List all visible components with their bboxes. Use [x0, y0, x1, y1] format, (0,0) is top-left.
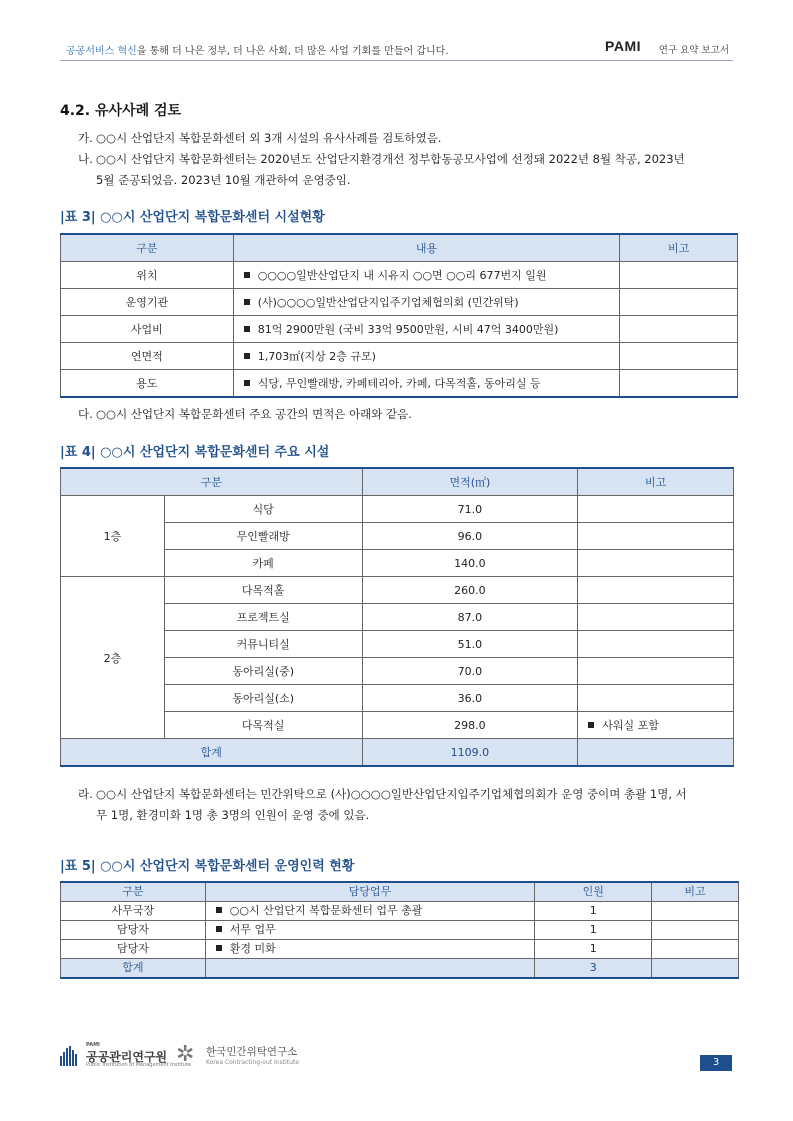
- header-cell: 인원: [535, 882, 652, 902]
- header-cell: 면적(㎡): [362, 468, 578, 496]
- floor-label: 1층: [61, 496, 165, 577]
- header-cell: 구분: [61, 234, 234, 262]
- table-row: 담당자 환경 미화 1: [61, 940, 739, 959]
- facility-status-table: [60, 233, 738, 398]
- table-row: 연면적 1,703㎡(지상 2층 규모): [61, 343, 738, 370]
- table-row: 다목적실 298.0 사워실 포함: [61, 712, 734, 739]
- page-header: [60, 36, 733, 61]
- bullet-icon: [244, 380, 250, 386]
- table-row: 동아리실(중) 70.0: [61, 658, 734, 685]
- total-row: 합계 1109.0: [61, 739, 734, 767]
- main-facilities-table: [60, 467, 734, 767]
- table-row: 위치 ○○○○일반산업단지 내 시유지 ○○면 ○○리 677번지 일원: [61, 262, 738, 289]
- table-row: 사무국장 ○○시 산업단지 복합문화센터 업무 총괄 1: [61, 902, 739, 921]
- table-row: 카페 140.0: [61, 550, 734, 577]
- header-report-title: 연구 요약 보고서: [658, 45, 729, 56]
- header-cell: 담당업무: [205, 882, 535, 902]
- bullet-icon: [588, 722, 594, 728]
- table-row: 사업비 81억 2900만원 (국비 33억 9500만원, 시비 47억 3400만원): [61, 316, 738, 343]
- page-number: 3: [700, 1055, 732, 1071]
- header-cell: 비고: [652, 882, 739, 902]
- star-icon: ✲: [176, 1042, 195, 1067]
- table-row: 커뮤니티실 51.0: [61, 631, 734, 658]
- table-row: 무인빨래방 96.0: [61, 523, 734, 550]
- bullet-icon: [244, 353, 250, 359]
- floor-label: 2층: [61, 577, 165, 739]
- table4-caption: |표 4| ○○시 산업단지 복합문화센터 주요 시설: [60, 445, 330, 460]
- table3-caption: |표 3| ○○시 산업단지 복합문화센터 시설현황: [60, 210, 325, 225]
- header-cell: 내용: [233, 234, 619, 262]
- paragraph-ga: 가. ○○시 산업단지 복합문화센터 외 3개 시설의 유사사례를 검토하였음. 나. ○○시 산업단지 복합문화센터는 2020년도 산업단지환경개선 정부합동공모사업에 선정돼 2022년 8월 착공, 2023년 5월 준공되었음. 2023년 10월 개관하여 운영중임.: [78, 131, 685, 187]
- bars-icon: [60, 1046, 82, 1066]
- paragraph-ra: 라. ○○시 산업단지 복합문화센터는 민간위탁으로 (사)○○○○일반산업단지입주기업체협의회가 운영 중이며 총괄 1명, 서 무 1명, 환경미화 1명 총 3명의 인원이 운영 중에 있음.: [78, 787, 687, 822]
- bullet-icon: [244, 272, 250, 278]
- table-row: 1층 식당 71.0: [61, 496, 734, 523]
- table-header-row: [61, 468, 734, 496]
- table-row: 2층 다목적홀 260.0: [61, 577, 734, 604]
- bullet-icon: [216, 945, 222, 951]
- total-row: 합계 3: [61, 959, 739, 979]
- bullet-icon: [244, 299, 250, 305]
- section-title: 4.2. 유사사례 검토: [60, 103, 182, 119]
- header-brand: PAMI: [605, 38, 641, 54]
- table-row: 담당자 서무 업무 1: [61, 921, 739, 940]
- header-cell: 비고: [620, 234, 738, 262]
- table-row: 용도 식당, 무인빨래방, 카페테리아, 카페, 다목적홀, 동아리실 등: [61, 370, 738, 398]
- bullet-icon: [216, 926, 222, 932]
- page-footer: PAMI 공공관리연구원 Public Institution of Management Institute ✲ 한국민간위탁연구소 Korea Contracting-out Institute: [60, 1044, 740, 1074]
- paragraph-da: 다. ○○시 산업단지 복합문화센터 주요 공간의 면적은 아래와 같음.: [78, 407, 412, 421]
- table-header-row: [61, 234, 738, 262]
- bullet-icon: [216, 907, 222, 913]
- table-row: 프로젝트실 87.0: [61, 604, 734, 631]
- table-row: 운영기관 (사)○○○○일반산업단지입주기업체협의회 (민간위탁): [61, 289, 738, 316]
- staff-status-table: [60, 881, 739, 979]
- header-cell: 구분: [61, 468, 363, 496]
- table-header-row: [61, 882, 739, 902]
- bullet-icon: [244, 326, 250, 332]
- table5-caption: |표 5| ○○시 산업단지 복합문화센터 운영인력 현황: [60, 859, 355, 874]
- table-row: 동아리실(소) 36.0: [61, 685, 734, 712]
- header-cell: 비고: [578, 468, 734, 496]
- header-tagline: 공공서비스 혁신을 통해 더 나은 정부, 더 나은 사회, 더 많은 사업 기회를 만들어 갑니다.: [66, 46, 449, 57]
- header-cell: 구분: [61, 882, 206, 902]
